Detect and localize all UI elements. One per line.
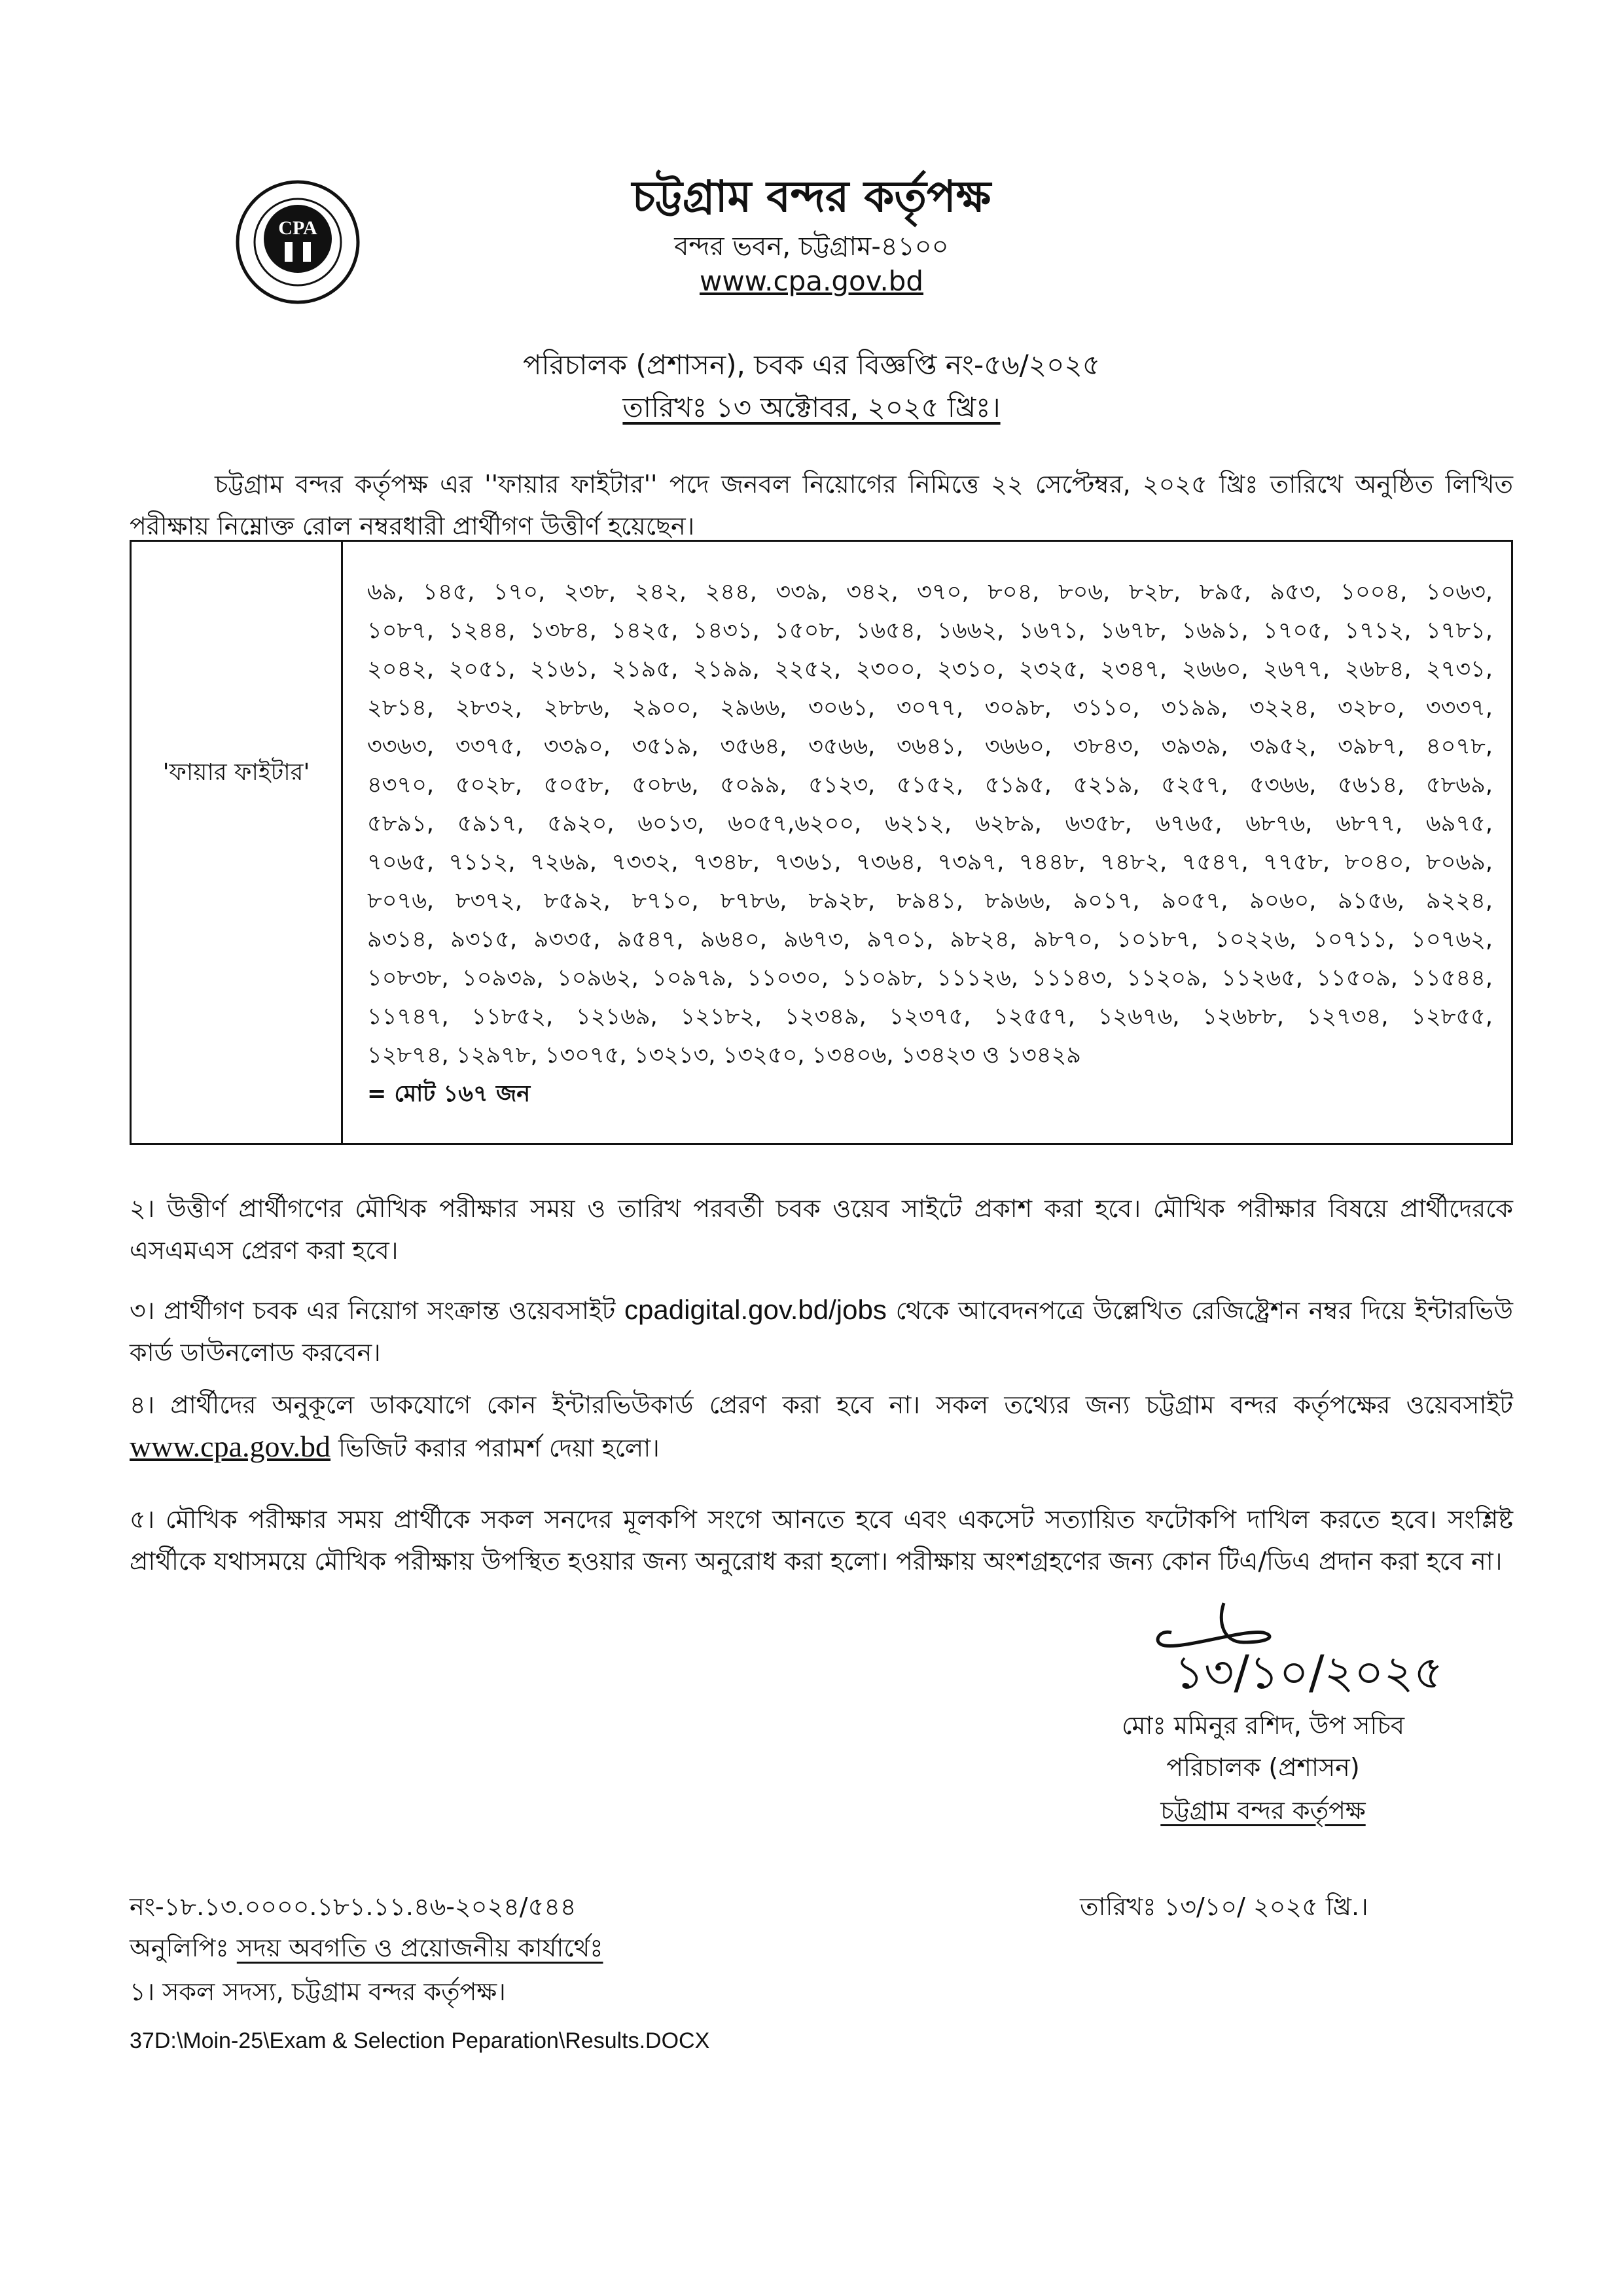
results-table	[130, 540, 1513, 1145]
paragraph-2: ২। উত্তীর্ণ প্রার্থীগণের মৌখিক পরীক্ষার সময় ও তারিখ পরবর্তী চবক ওয়েব সাইটে প্রকাশ করা হবে। মৌখিক পরীক্ষার বিষয়ে প্রার্থীদেরকে এসএমএস প্রেরণ করা হবে।	[130, 1194, 1513, 1265]
paragraph-5: ৫। মৌখিক পরীক্ষার সময় প্রার্থীকে সকল সনদের মূলকপি সংগে আনতে হবে এবং একসেট সত্যায়িত ফটোকপি দাখিল করতে হবে। সংশ্লিষ্ট প্রার্থীকে যথাসময়ে মৌখিক পরীক্ষায় উপস্থিত হওয়ার জন্য অনুরোধ করা হলো। পরীক্ষায় অংশগ্রহণের জন্য কোন টিএ/ডিএ প্রদান করা হবে না।	[130, 1505, 1513, 1576]
website-link[interactable]: www.cpa.gov.bd	[699, 265, 923, 297]
copy-label: অনুলিপিঃ	[130, 1934, 237, 1962]
roll-number-list	[367, 573, 1493, 1114]
roll-line: ৪৩৭০, ৫০২৮, ৫০৫৮, ৫০৮৬, ৫০৯৯, ৫১২৩, ৫১৫২, ৫১৯৫, ৫২১৯, ৫২৫৭, ৫৩৬৬, ৫৬১৪, ৫৮৬৯,	[367, 772, 1493, 798]
roll-line: ৫৮৯১, ৫৯১৭, ৫৯২০, ৬০১৩, ৬০৫৭,৬২০০, ৬২১২, ৬২৮৯, ৬৩৫৮, ৬৭৬৫, ৬৮৭৬, ৬৮৭৭, ৬৯৭৫,	[367, 811, 1493, 837]
paragraph-3-text: ৩। প্রার্থীগণ চবক এর নিয়োগ সংক্রান্ত ওয়েবসাইট	[130, 1296, 625, 1325]
notice-number: পরিচালক (প্রশাসন), চবক এর বিজ্ঞপ্তি নং-৫৬/২০২৫	[522, 349, 1100, 381]
paragraph-4-text-end: ভিজিট করার পরামর্শ দেয়া হলো।	[330, 1434, 660, 1462]
file-path: 37D:\Moin-25\Exam & Selection Peparation\Results.DOCX	[130, 2028, 710, 2053]
copy-recipient-1: ১। সকল সদস্য, চট্টগ্রাম বন্দর কর্তৃপক্ষ।	[130, 1977, 506, 2006]
jobs-website-link[interactable]: cpadigital.gov.bd/jobs	[624, 1294, 887, 1325]
organization-address: বন্দর ভবন, চট্টগ্রাম-৪১০০	[674, 232, 949, 262]
paragraph-4-text: ৪। প্রার্থীদের অনুকূলে ডাকযোগে কোন ইন্টারভিউকার্ড প্রেরণ করা হবে না। সকল তথ্যের জন্য চট্টগ্রাম বন্দর কর্তৃপক্ষের ওয়েবসাইট	[130, 1390, 1513, 1419]
notice-date: তারিখঃ ১৩ অক্টোবর, ২০২৫ খ্রিঃ।	[622, 391, 1001, 423]
roll-line: ৭০৬৫, ৭১১২, ৭২৬৯, ৭৩৩২, ৭৩৪৮, ৭৩৬১, ৭৩৬৪, ৭৩৯৭, ৭৪৪৮, ৭৪৮২, ৭৫৪৭, ৭৭৫৮, ৮০৪০, ৮০৬৯,	[367, 849, 1493, 875]
roll-line: ২০৪২, ২০৫১, ২১৬১, ২১৯৫, ২১৯৯, ২২৫২, ২৩০০, ২৩১০, ২৩২৫, ২৩৪৭, ২৬৬০, ২৬৭৭, ২৬৮৪, ২৭৩১,	[367, 656, 1493, 682]
roll-line: ১১৭৪৭, ১১৮৫২, ১২১৬৯, ১২১৮২, ১২৩৪৯, ১২৩৭৫, ১২৫৫৭, ১২৬৭৬, ১২৬৮৮, ১২৭৩৪, ১২৮৫৫,	[367, 1004, 1493, 1030]
signature-date: ১৩/১০/২০২৫	[1174, 1646, 1444, 1695]
roll-line: ২৮১৪, ২৮৩২, ২৮৮৬, ২৯০০, ২৯৬৬, ৩০৬১, ৩০৭৭, ৩০৯৮, ৩১১০, ৩১৯৯, ৩২২৪, ৩২৮০, ৩৩৩৭,	[367, 695, 1493, 721]
copy-purpose: সদয় অবগতি ও প্রয়োজনীয় কার্যার্থেঃ	[236, 1934, 603, 1962]
paragraph-3	[130, 1289, 1513, 1373]
roll-line: ১০৮৭, ১২৪৪, ১৩৮৪, ১৪২৫, ১৪৩১, ১৫০৮, ১৬৫৪, ১৬৬২, ১৬৭১, ১৬৭৮, ১৬৯১, ১৭০৫, ১৭১২, ১৭৮১,	[367, 618, 1493, 644]
signatory-designation: পরিচালক (প্রশাসন)	[1166, 1753, 1360, 1782]
paragraph-4	[130, 1384, 1513, 1469]
roll-line: ৯৩১৪, ৯৩১৫, ৯৩৩৫, ৯৫৪৭, ৯৬৪০, ৯৬৭৩, ৯৭০১, ৯৮২৪, ৯৮৭০, ১০১৮৭, ১০২২৬, ১০৭১১, ১০৭৬২,	[367, 927, 1493, 953]
reference-number: নং-১৮.১৩.০০০০.১৮১.১১.৪৬-২০২৪/৫৪৪	[130, 1892, 577, 1921]
total-count: = মোট ১৬৭ জন	[367, 1081, 531, 1107]
roll-line: ১০৮৩৮, ১০৯৩৯, ১০৯৬২, ১০৯৭৯, ১১০৩০, ১১০৯৮, ১১১২৬, ১১১৪৩, ১১২০৯, ১১২৬৫, ১১৫০৯, ১১৫৪৪,	[367, 965, 1493, 991]
handwritten-signature	[1113, 1597, 1505, 1695]
roll-line: ৮০৭৬, ৮৩৭২, ৮৫৯২, ৮৭১০, ৮৭৮৬, ৮৯২৮, ৮৯৪১, ৮৯৬৬, ৯০১৭, ৯০৫৭, ৯০৬০, ৯১৫৬, ৯২২৪,	[367, 888, 1493, 914]
organization-title: চট্টগ্রাম বন্দর কর্তৃপক্ষ	[632, 171, 991, 222]
signatory-name: মোঃ মমিনুর রশিদ, উপ সচিব	[1121, 1711, 1405, 1740]
paragraph-3-text-end: থেকে আবেদনপত্রে উল্লেখিত রেজিষ্ট্রেশন নম্বর দিয়ে ইন্টারভিউ কার্ড ডাউনলোড করবেন।	[130, 1296, 1513, 1367]
cpa-website-link[interactable]: www.cpa.gov.bd	[130, 1430, 331, 1463]
column-divider	[341, 542, 343, 1143]
roll-line: ৬৯, ১৪৫, ১৭০, ২৩৮, ২৪২, ২৪৪, ৩৩৯, ৩৪২, ৩৭০, ৮০৪, ৮০৬, ৮২৮, ৮৯৫, ৯৫৩, ১০০৪, ১০৬৩,	[367, 579, 1493, 605]
roll-line: ১২৮৭৪, ১২৯৭৮, ১৩০৭৫, ১৩২১৩, ১৩২৫০, ১৩৪০৬, ১৩৪২৩ ও ১৩৪২৯	[367, 1042, 1081, 1069]
roll-line: ৩৩৬৩, ৩৩৭৫, ৩৩৯০, ৩৫১৯, ৩৫৬৪, ৩৫৬৬, ৩৬৪১, ৩৬৬০, ৩৮৪৩, ৩৯৩৯, ৩৯৫২, ৩৯৮৭, ৪০৭৮,	[367, 733, 1493, 760]
post-name: 'ফায়ার ফাইটার'	[162, 759, 310, 786]
reference-date: তারিখঃ ১৩/১০/ ২০২৫ খ্রি.।	[1080, 1892, 1368, 1921]
copy-to	[130, 1929, 603, 1971]
intro-paragraph: চট্টগ্রাম বন্দর কর্তৃপক্ষ এর ''ফায়ার ফাইটার'' পদে জনবল নিয়োগের নিমিত্তে ২২ সেপ্টেম্বর, ২০২৫ খ্রিঃ তারিখে অনুষ্ঠিত লিখিত পরীক্ষায় নিম্নোক্ত রোল নম্বরধারী প্রার্থীগণ উত্তীর্ণ হয়েছেন।	[130, 470, 1513, 540]
svg-text:CPA: CPA	[278, 217, 317, 239]
signatory-organization: চট্টগ্রাম বন্দর কর্তৃপক্ষ	[1160, 1796, 1366, 1825]
